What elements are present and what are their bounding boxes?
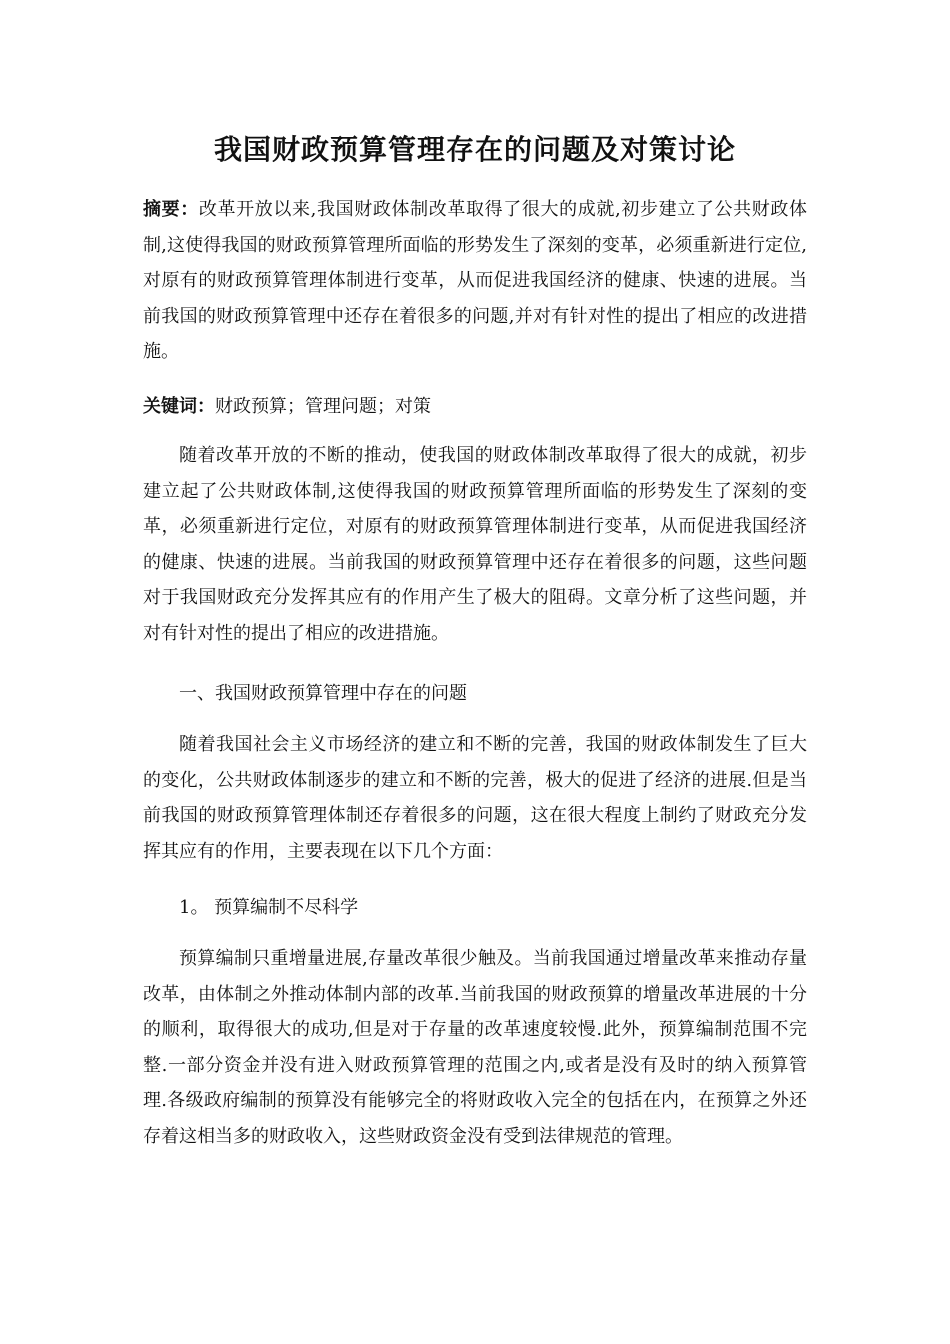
abstract-label: 摘要： [143,199,199,220]
keywords-label: 关键词： [143,396,215,417]
document-title: 我国财政预算管理存在的问题及对策讨论 [213,133,736,166]
abstract-section [143,192,807,370]
section-heading-1: 一、我国财政预算管理中存在的问题 [179,683,467,704]
keywords-section [143,389,807,425]
body-paragraph: 随着我国社会主义市场经济的建立和不断的完善，我国的财政体制发生了巨大的变化，公共财政体制逐步的建立和不断的完善，极大的促进了经济的进展.但是当前我国的财政预算管理体制还存着很多的问题，这在很大程度上制约了财政充分发挥其应有的作用，主要表现在以下几个方面： [143,734,807,862]
subsection-heading-1: 1。 预算编制不尽科学 [179,897,359,918]
intro-paragraph: 随着改革开放的不断的推动，使我国的财政体制改革取得了很大的成就，初步建立起了公共财政体制,这使得我国的财政预算管理所面临的形势发生了深刻的变革，必须重新进行定位，对原有的财政预算管理体制进行变革，从而促进我国经济的健康、快速的进展。当前我国的财政预算管理中还存在着很多的问题，这些问题对于我国财政充分发挥其应有的作用产生了极大的阻碍。文章分析了这些问题，并对有针对性的提出了相应的改进措施。 [143,445,807,644]
body-paragraph: 预算编制只重增量进展,存量改革很少触及。当前我国通过增量改革来推动存量改革，由体制之外推动体制内部的改革.当前我国的财政预算的增量改革进展的十分的顺利，取得很大的成功,但是对于存量的改革速度较慢.此外，预算编制范围不完整.一部分资金并没有进入财政预算管理的范围之内,或者是没有及时的纳入预算管理.各级政府编制的预算没有能够完全的将财政收入完全的包括在内，在预算之外还存着这相当多的财政收入，这些财政资金没有受到法律规范的管理。 [143,948,807,1147]
abstract-text: 改革开放以来,我国财政体制改革取得了很大的成就,初步建立了公共财政体制,这使得我国的财政预算管理所面临的形势发生了深刻的变革，必须重新进行定位,对原有的财政预算管理体制进行变革，从而促进我国经济的健康、快速的进展。当前我国的财政预算管理中还存在着很多的问题,并对有针对性的提出了相应的改进措施。 [143,199,807,362]
keywords-text: 财政预算；管理问题；对策 [215,396,431,417]
